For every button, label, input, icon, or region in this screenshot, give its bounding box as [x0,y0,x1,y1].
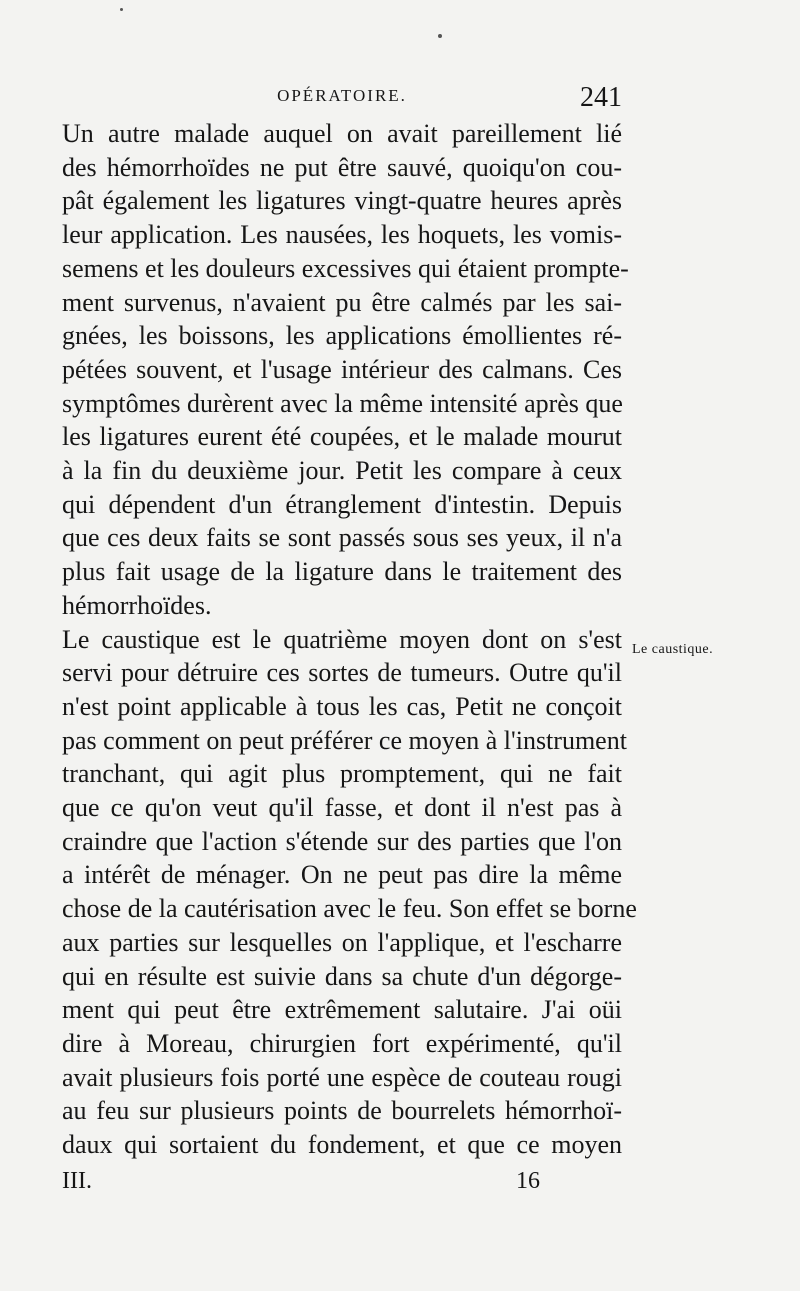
text-line: craindre que l'action s'étende sur des parties que l'on [62,826,622,856]
page-number: 241 [580,82,622,113]
text-line: à la fin du deuxième jour. Petit les compare à ceux [62,456,622,486]
text-line: qui en résulte est suivie dans sa chute d'un dégorge- [62,961,622,991]
text-line: n'est point applicable à tous les cas, Petit ne conçoit [62,691,622,721]
running-head: OPÉRATOIRE. [277,86,407,105]
text-line: ment qui peut être extrêmement salutaire. J'ai oüi [62,995,622,1025]
text-line: gnées, les boissons, les applications émollientes ré- [62,321,622,351]
text-line: Le caustique est le quatrième moyen dont on s'est [62,624,622,654]
text-line: des hémorrhoïdes ne put être sauvé, quoiqu'on cou- [62,152,622,182]
text-line: a intérêt de ménager. On ne peut pas dire la même [62,860,622,890]
text-line: que ce qu'on veut qu'il fasse, et dont il n'est pas à [62,793,622,823]
text-line: qui dépendent d'un étranglement d'intestin. Depuis [62,489,622,519]
text-line: leur application. Les nausées, les hoquets, les vomis- [62,220,622,250]
ink-speck [120,8,123,11]
text-line: au feu sur plusieurs points de bourrelets hémorrhoï- [62,1096,622,1126]
text-line: aux parties sur lesquelles on l'applique, et l'escharre [62,927,622,957]
text-line: daux qui sortaient du fondement, et que ce moyen [62,1130,622,1160]
page-footer [62,1168,622,1198]
text-line: plus fait usage de la ligature dans le traitement des [62,557,622,587]
text-line: les ligatures eurent été coupées, et le malade mourut [62,422,622,452]
text-line: chose de la cautérisation avec le feu. Son effet se borne [62,894,637,924]
text-line: dire à Moreau, chirurgien fort expérimenté, qu'il [62,1028,622,1058]
gathering-number: 16 [516,1168,540,1194]
text-line: ment survenus, n'avaient pu être calmés par les sai- [62,287,622,317]
signature-mark: III. [62,1168,92,1194]
body-text [62,117,637,1162]
text-line: symptômes durèrent avec la même intensité après que [62,388,623,418]
text-line: servi pour détruire ces sortes de tumeurs. Outre qu'il [62,658,622,688]
text-line: avait plusieurs fois porté une espèce de couteau rougi [62,1062,622,1092]
text-line: tranchant, qui agit plus promptement, qui ne fait [62,759,622,789]
text-line: hémorrhoïdes. [62,590,212,620]
text-line: pât également les ligatures vingt-quatre heures après [62,186,622,216]
text-line: pétées souvent, et l'usage intérieur des calmans. Ces [62,354,622,384]
margin-note: Le caustique. [632,642,714,657]
text-line: Un autre malade auquel on avait pareillement lié [62,119,622,148]
text-line: pas comment on peut préférer ce moyen à l'instrument [62,725,627,755]
text-line: semens et les douleurs excessives qui étaient prompte- [62,253,629,283]
page-header [62,82,622,116]
text-line: que ces deux faits se sont passés sous ses yeux, il n'a [62,523,622,553]
ink-speck [438,34,442,38]
